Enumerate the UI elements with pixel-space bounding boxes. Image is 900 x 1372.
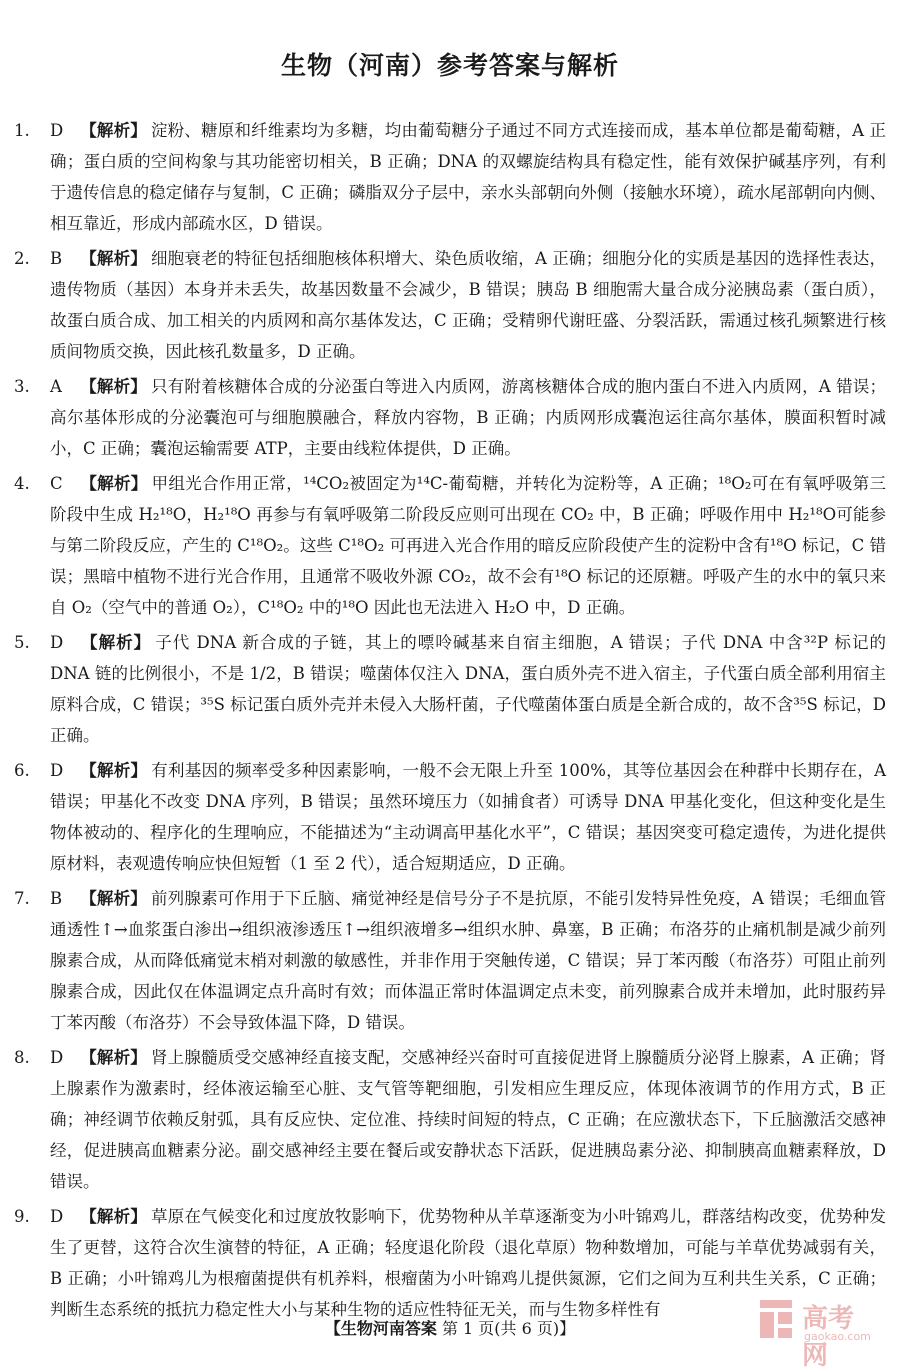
analysis-label: 【解析】 <box>80 377 147 396</box>
answer-item <box>14 755 886 879</box>
item-explanation: 有利基因的频率受多种因素影响，一般不会无限上升至 100%，其等位基因会在种群中长期存在，A 错误；甲基化不改变 DNA 序列，B 错误；虽然环境压力（如捕食者）可诱导 DNA 甲基化变化，但这种变化是生物体被动的、程序化的生理响应，不能描述为“主动调高甲基化水平”，C 错误；基因突变可稳定遗传，为进化提供原材料，表观遗传响应快但短暂（1 至 2 代），适合短期适应，D 正确。 <box>50 761 886 873</box>
item-explanation: 肾上腺髓质受交感神经直接支配，交感神经兴奋时可直接促进肾上腺髓质分泌肾上腺素，A 正确；肾上腺素作为激素时，经体液运输至心脏、支气管等靶细胞，引发相应生理反应，体现体液调节的作用方式，B 正确；神经调节依赖反射弧，具有反应快、定位准、持续时间短的特点，C 正确；在应激状态下，下丘脑激活交感神经，促进胰高血糖素分泌。副交感神经主要在餐后或安静状态下活跃，促进胰岛素分泌、抑制胰高血糖素释放，D 错误。 <box>50 1048 887 1191</box>
item-explanation: 子代 DNA 新合成的子链，其上的嘌呤碱基来自宿主细胞，A 错误；子代 DNA 中含³²P 标记的 DNA 链的比例很小，不是 1/2，B 错误；噬菌体仅注入 DNA，蛋白质外壳不进入宿主，子代蛋白质全部利用宿主原料合成，C 错误；³⁵S 标记蛋白质外壳并未侵入大肠杆菌，子代噬菌体蛋白质是全新合成的，故不含³⁵S 标记，D 正确。 <box>50 633 886 745</box>
item-explanation: 淀粉、糖原和纤维素均为多糖，均由葡萄糖分子通过不同方式连接而成，基本单位都是葡萄糖，A 正确；蛋白质的空间构象与其功能密切相关，B 正确；DNA 的双螺旋结构具有稳定性，能有效保护碱基序列，有利于遗传信息的稳定储存与复制，C 正确；磷脂双分子层中，亲水头部朝向外侧（接触水环境），疏水尾部朝向内侧、相互靠近，形成内部疏水区，D 错误。 <box>50 121 887 233</box>
item-explanation: 草原在气候变化和过度放牧影响下，优势物种从羊草逐渐变为小叶锦鸡儿，群落结构改变，优势种发生了更替，这符合次生演替的特征，A 正确；轻度退化阶段（退化草原）物种数增加，可能与羊草优势减弱有关，B 正确；小叶锦鸡儿为根瘤菌提供有机养料，根瘤菌为小叶锦鸡儿提供氮源，它们之间为互利共生关系，C 正确；判断生态系统的抵抗力稳定性大小与某种生物的适应性特征无关，而与生物多样性有 <box>50 1207 887 1319</box>
item-number: 1. <box>14 121 30 140</box>
analysis-label: 【解析】 <box>80 761 148 780</box>
item-number: 7. <box>14 889 30 908</box>
analysis-label: 【解析】 <box>80 1048 147 1067</box>
analysis-label: 【解析】 <box>80 1207 148 1226</box>
answer-item <box>14 115 886 239</box>
item-answer: B <box>50 249 63 268</box>
answer-item <box>14 883 886 1038</box>
item-explanation: 甲组光合作用正常，¹⁴CO₂被固定为¹⁴C-葡萄糖，并转化为淀粉等，A 正确；¹⁸O₂可在有氧呼吸第三阶段中生成 H₂¹⁸O，H₂¹⁸O 再参与有氧呼吸第二阶段反应则可出现在 CO₂ 中，B 正确；呼吸作用中 H₂¹⁸O可能参与第二阶段反应，产生的 C¹⁸O₂。这些 C¹⁸O₂ 可再进入光合作用的暗反应阶段使产生的淀粉中含有¹⁸O 标记，C 错误；黑暗中植物不进行光合作用，且通常不吸收外源 CO₂，故不会有¹⁸O 标记的还原糖。呼吸产生的水中的氧只来自 O₂（空气中的普通 O₂），C¹⁸O₂ 中的¹⁸O 因此也无法进入 H₂O 中，D 正确。 <box>50 474 886 617</box>
answer-list <box>14 115 886 1329</box>
footer-page-number: 第 1 页(共 6 页)】 <box>441 1319 576 1338</box>
analysis-label: 【解析】 <box>80 889 147 908</box>
analysis-label: 【解析】 <box>80 633 152 652</box>
item-answer: A <box>50 377 62 396</box>
item-answer: D <box>50 1207 64 1226</box>
watermark-text: 高考网 <box>802 1304 855 1371</box>
watermark-logo <box>756 1296 876 1371</box>
watermark-icon <box>756 1296 796 1342</box>
item-explanation: 细胞衰老的特征包括细胞核体积增大、染色质收缩，A 正确；细胞分化的实质是基因的选择性表达，遗传物质（基因）本身并未丢失，故基因数量不会减少，B 错误；胰岛 B 细胞需大量合成分泌胰岛素（蛋白质），故蛋白质合成、加工相关的内质网和高尔基体发达，C 正确；受精卵代谢旺盛、分裂活跃，需通过核孔频繁进行核质间物质交换，因此核孔数量多，D 正确。 <box>50 249 887 361</box>
item-answer: D <box>50 1048 64 1067</box>
item-number: 6. <box>14 761 30 780</box>
item-number: 4. <box>14 474 30 493</box>
answer-item <box>14 371 886 464</box>
footer-label: 【生物河南答案 <box>324 1319 437 1338</box>
watermark-url: gaokao.com <box>804 1330 871 1343</box>
page-title: 生物（河南）参考答案与解析 <box>280 51 619 80</box>
item-answer: C <box>50 474 63 493</box>
item-explanation: 只有附着核糖体合成的分泌蛋白等进入内质网，游离核糖体合成的胞内蛋白不进入内质网，A 错误；高尔基体形成的分泌囊泡可与细胞膜融合，释放内容物，B 正确；内质网形成囊泡运往高尔基体，膜面积暂时减小，C 正确；囊泡运输需要 ATP，主要由线粒体提供，D 正确。 <box>50 377 887 458</box>
item-number: 8. <box>14 1048 30 1067</box>
answer-item <box>14 627 886 751</box>
item-number: 2. <box>14 249 30 268</box>
item-number: 3. <box>14 377 30 396</box>
analysis-label: 【解析】 <box>80 249 147 268</box>
answer-item <box>14 1042 886 1197</box>
item-number: 9. <box>14 1207 30 1226</box>
item-answer: D <box>50 761 64 780</box>
item-number: 5. <box>14 633 30 652</box>
analysis-label: 【解析】 <box>80 474 148 493</box>
item-answer: B <box>50 889 63 908</box>
answer-item <box>14 243 886 367</box>
answer-item <box>14 468 886 623</box>
item-answer: D <box>50 121 64 140</box>
item-explanation: 前列腺素可作用于下丘脑、痛觉神经是信号分子不是抗原，不能引发特异性免疫，A 错误；毛细血管通透性↑→血浆蛋白渗出→组织液渗透压↑→组织液增多→组织水肿、鼻塞，B 正确；布洛芬的止痛机制是减少前列腺素合成，从而降低痛觉末梢对刺激的敏感性，并非作用于突触传递，C 错误；异丁苯丙酸（布洛芬）可阻止前列腺素合成，因此仅在体温调定点升高时有效；而体温正常时体温调定点未变，前列腺素合成并未增加，此时服药异丁苯丙酸（布洛芬）不会导致体温下降，D 错误。 <box>50 889 887 1032</box>
item-answer: D <box>50 633 64 652</box>
analysis-label: 【解析】 <box>80 121 147 140</box>
